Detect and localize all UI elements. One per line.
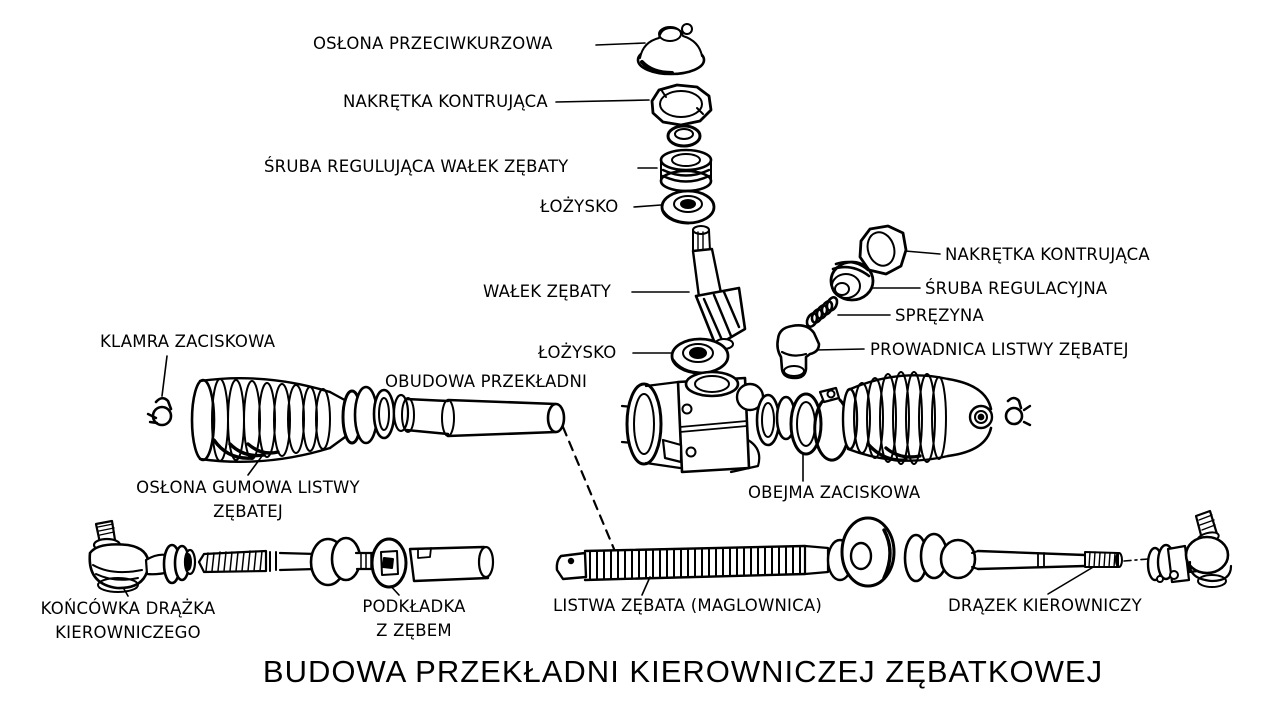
part-rack-bar <box>557 546 828 580</box>
part-housing-tube <box>402 398 564 436</box>
label-obejma-zaciskowa: OBEJMA ZACISKOWA <box>748 483 921 502</box>
part-inner-tie-rod-left <box>311 538 373 585</box>
label-lozysko-gorne: ŁOŻYSKO <box>540 197 619 216</box>
label-koncowka-line1: KOŃCÓWKA DRĄŻKA <box>40 599 216 618</box>
part-small-ring <box>668 126 700 146</box>
label-podkladka-line1: PODKŁADKA <box>362 597 466 616</box>
part-collar-rings-left <box>343 387 408 443</box>
label-sruba-regulujaca-walek: ŚRUBA REGULUJĄCA WAŁEK ZĘBATY <box>264 157 569 176</box>
part-spring <box>805 296 839 328</box>
label-klamra-zaciskowa: KLAMRA ZACISKOWA <box>100 332 276 351</box>
part-dust-cap <box>638 24 704 74</box>
label-oslona-przeciwkurzowa: OSŁONA PRZECIWKURZOWA <box>313 34 553 53</box>
label-walek-zebaty: WAŁEK ZĘBATY <box>483 282 612 301</box>
label-lozysko-dolne: ŁOŻYSKO <box>538 343 617 362</box>
label-nakretka-kontrujaca-top: NAKRĘTKA KONTRUJĄCA <box>343 92 548 111</box>
part-toothed-washer <box>372 539 406 587</box>
label-obudowa-przekladni: OBUDOWA PRZEKŁADNI <box>385 372 588 391</box>
label-podkladka-line2: Z ZĘBEM <box>376 621 452 640</box>
part-collar-rings-right <box>757 394 821 454</box>
part-clamp-right <box>1006 398 1030 425</box>
part-inner-tie-rod-right <box>905 534 978 581</box>
part-bearing-upper <box>662 191 714 223</box>
part-threaded-rod-left <box>199 551 320 572</box>
part-adjusting-screw <box>831 262 873 300</box>
label-nakretka-kontrujaca-right: NAKRĘTKA KONTRUJĄCA <box>945 245 1150 264</box>
part-adjusting-screw-ring <box>661 150 711 191</box>
part-rack-guide <box>777 325 819 378</box>
label-oslona-gumowa-line2: ZĘBATEJ <box>213 502 283 521</box>
label-koncowka-line2: KIEROWNICZEGO <box>55 623 201 642</box>
label-prowadnica-listwy: PROWADNICA LISTWY ZĘBATEJ <box>870 340 1129 359</box>
part-tie-rod-right <box>978 551 1122 569</box>
label-podkladka <box>352 595 476 643</box>
part-tie-rod-end-right <box>1148 511 1231 587</box>
part-boot-right <box>843 372 992 464</box>
part-clamp-left <box>148 398 171 425</box>
label-koncowka-drazka <box>22 597 234 645</box>
part-boot-left <box>192 378 352 462</box>
diagram-title: BUDOWA PRZEKŁADNI KIEROWNICZEJ ZĘBATKOWEJ <box>262 654 1104 689</box>
part-rack-tube <box>410 547 493 581</box>
part-pinion-shaft <box>693 226 745 349</box>
part-lock-nut-top <box>652 85 711 125</box>
label-drazek-kierowniczy: DRĄZEK KIEROWNICZY <box>948 596 1142 615</box>
part-bearing-lower <box>672 339 728 373</box>
part-gear-housing <box>622 372 763 472</box>
part-washer-large <box>828 518 894 586</box>
label-listwa-zebata: LISTWA ZĘBATA (MAGLOWNICA) <box>553 596 822 615</box>
part-tie-rod-end-left <box>90 521 195 592</box>
label-sruba-regulacyjna: ŚRUBA REGULACYJNA <box>925 279 1108 298</box>
label-oslona-gumowa-line1: OSŁONA GUMOWA LISTWY <box>136 478 360 497</box>
label-sprezyna: SPRĘZYNA <box>895 306 984 325</box>
label-oslona-gumowa <box>118 476 378 524</box>
